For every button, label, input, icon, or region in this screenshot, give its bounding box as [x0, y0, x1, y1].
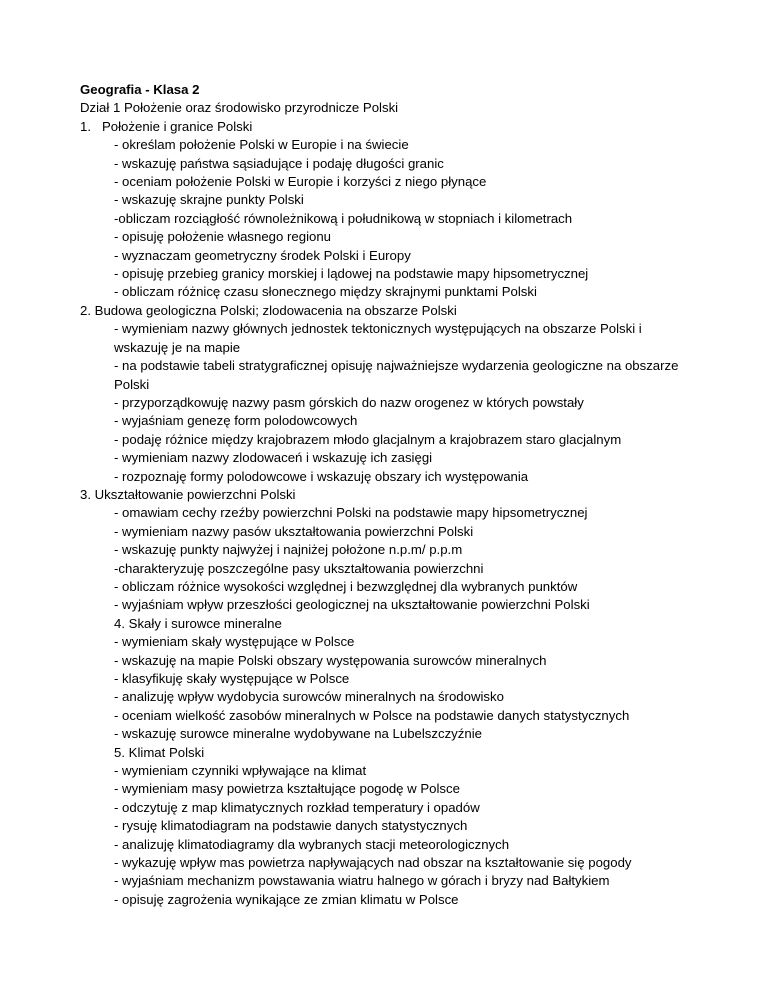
list-item: - opisuję przebieg granicy morskiej i lądowej na podstawie mapy hipsometrycznej — [114, 266, 589, 282]
section-2-heading: 2. Budowa geologiczna Polski; zlodowacenia na obszarze Polski — [80, 302, 457, 318]
list-item: - podaję różnice między krajobrazem młodo glacjalnym a krajobrazem staro glacjalnym — [114, 431, 622, 447]
list-item: - oceniam wielkość zasobów mineralnych w Polsce na podstawie danych statystycznych — [114, 707, 630, 723]
list-item: - wymieniam masy powietrza kształtujące pogodę w Polsce — [114, 781, 460, 797]
list-item: - obliczam różnice wysokości względnej i bezwzględnej dla wybranych punktów — [114, 578, 578, 594]
list-item: - wymieniam skały występujące w Polsce — [114, 634, 355, 650]
list-item: - wymieniam nazwy głównych jednostek tektonicznych występujących na obszarze Polski i — [114, 321, 642, 337]
list-item-continuation: wskazuję je na mapie — [114, 339, 241, 355]
list-item: - wskazuję surowce mineralne wydobywane na Lubelszczyźnie — [114, 726, 482, 742]
list-item: - wskazuję na mapie Polski obszary występowania surowców mineralnych — [114, 652, 547, 668]
section-1-title: Położenie i granice Polski — [102, 118, 253, 134]
chapter-heading: Dział 1 Położenie oraz środowisko przyrodnicze Polski — [80, 100, 399, 116]
list-item: - opisuję położenie własnego regionu — [114, 229, 332, 245]
list-item: - na podstawie tabeli stratygraficznej opisuję najważniejsze wydarzenia geologiczne na obszarze — [114, 358, 679, 374]
list-item: - analizuję klimatodiagramy dla wybranych stacji meteorologicznych — [114, 836, 510, 852]
section-1-number: 1. — [80, 118, 91, 134]
list-item: - przyporządkowuję nazwy pasm górskich do nazw orogenez w których powstały — [114, 394, 584, 410]
list-item: - rozpoznaję formy polodowcowe i wskazuję obszary ich występowania — [114, 468, 529, 484]
list-item: -charakteryzuję poszczególne pasy ukształtowania powierzchni — [114, 560, 484, 576]
section-4-heading: 4. Skały i surowce mineralne — [114, 615, 282, 631]
section-3-heading: 3. Ukształtowanie powierzchni Polski — [80, 486, 296, 502]
list-item: - wyjaśniam mechanizm powstawania wiatru halnego w górach i bryzy nad Bałtykiem — [114, 873, 610, 889]
list-item: - rysuję klimatodiagram na podstawie danych statystycznych — [114, 818, 468, 834]
list-item: -obliczam rozciągłość równoleżnikową i południkową w stopniach i kilometrach — [114, 210, 573, 226]
list-item: - omawiam cechy rzeźby powierzchni Polski na podstawie mapy hipsometrycznej — [114, 505, 588, 521]
list-item: - wskazuję skrajne punkty Polski — [114, 192, 304, 208]
list-item: - analizuję wpływ wydobycia surowców mineralnych na środowisko — [114, 689, 504, 705]
list-item: - wyznaczam geometryczny środek Polski i Europy — [114, 247, 411, 263]
list-item: - wymieniam nazwy zlodowaceń i wskazuję ich zasięgi — [114, 450, 433, 466]
document-title: Geografia - Klasa 2 — [80, 82, 200, 97]
list-item: - wskazuję państwa sąsiadujące i podaję długości granic — [114, 155, 444, 171]
section-1-heading — [80, 118, 700, 136]
list-item: - wyjaśniam wpływ przeszłości geologicznej na ukształtowanie powierzchni Polski — [114, 597, 590, 613]
list-item: - wymieniam nazwy pasów ukształtowania powierzchni Polski — [114, 523, 474, 539]
list-item: - wskazuję punkty najwyżej i najniżej położone n.p.m/ p.p.m — [114, 542, 463, 558]
document-body — [80, 81, 700, 909]
list-item: - opisuję zagrożenia wynikające ze zmian klimatu w Polsce — [114, 891, 459, 907]
list-item: - wymieniam czynniki wpływające na klimat — [114, 763, 367, 779]
list-item-continuation: Polski — [114, 376, 150, 392]
list-item: - wykazuję wpływ mas powietrza napływających nad obszar na kształtowanie się pogody — [114, 855, 632, 871]
list-item: - odczytuję z map klimatycznych rozkład temperatury i opadów — [114, 799, 480, 815]
list-item: - obliczam różnicę czasu słonecznego między skrajnymi punktami Polski — [114, 284, 537, 300]
section-5-heading: 5. Klimat Polski — [114, 744, 205, 760]
list-item: - oceniam położenie Polski w Europie i korzyści z niego płynące — [114, 174, 487, 190]
list-item: - wyjaśniam genezę form polodowcowych — [114, 413, 358, 429]
list-item: - określam położenie Polski w Europie i na świecie — [114, 137, 409, 153]
list-item: - klasyfikuję skały występujące w Polsce — [114, 671, 350, 686]
